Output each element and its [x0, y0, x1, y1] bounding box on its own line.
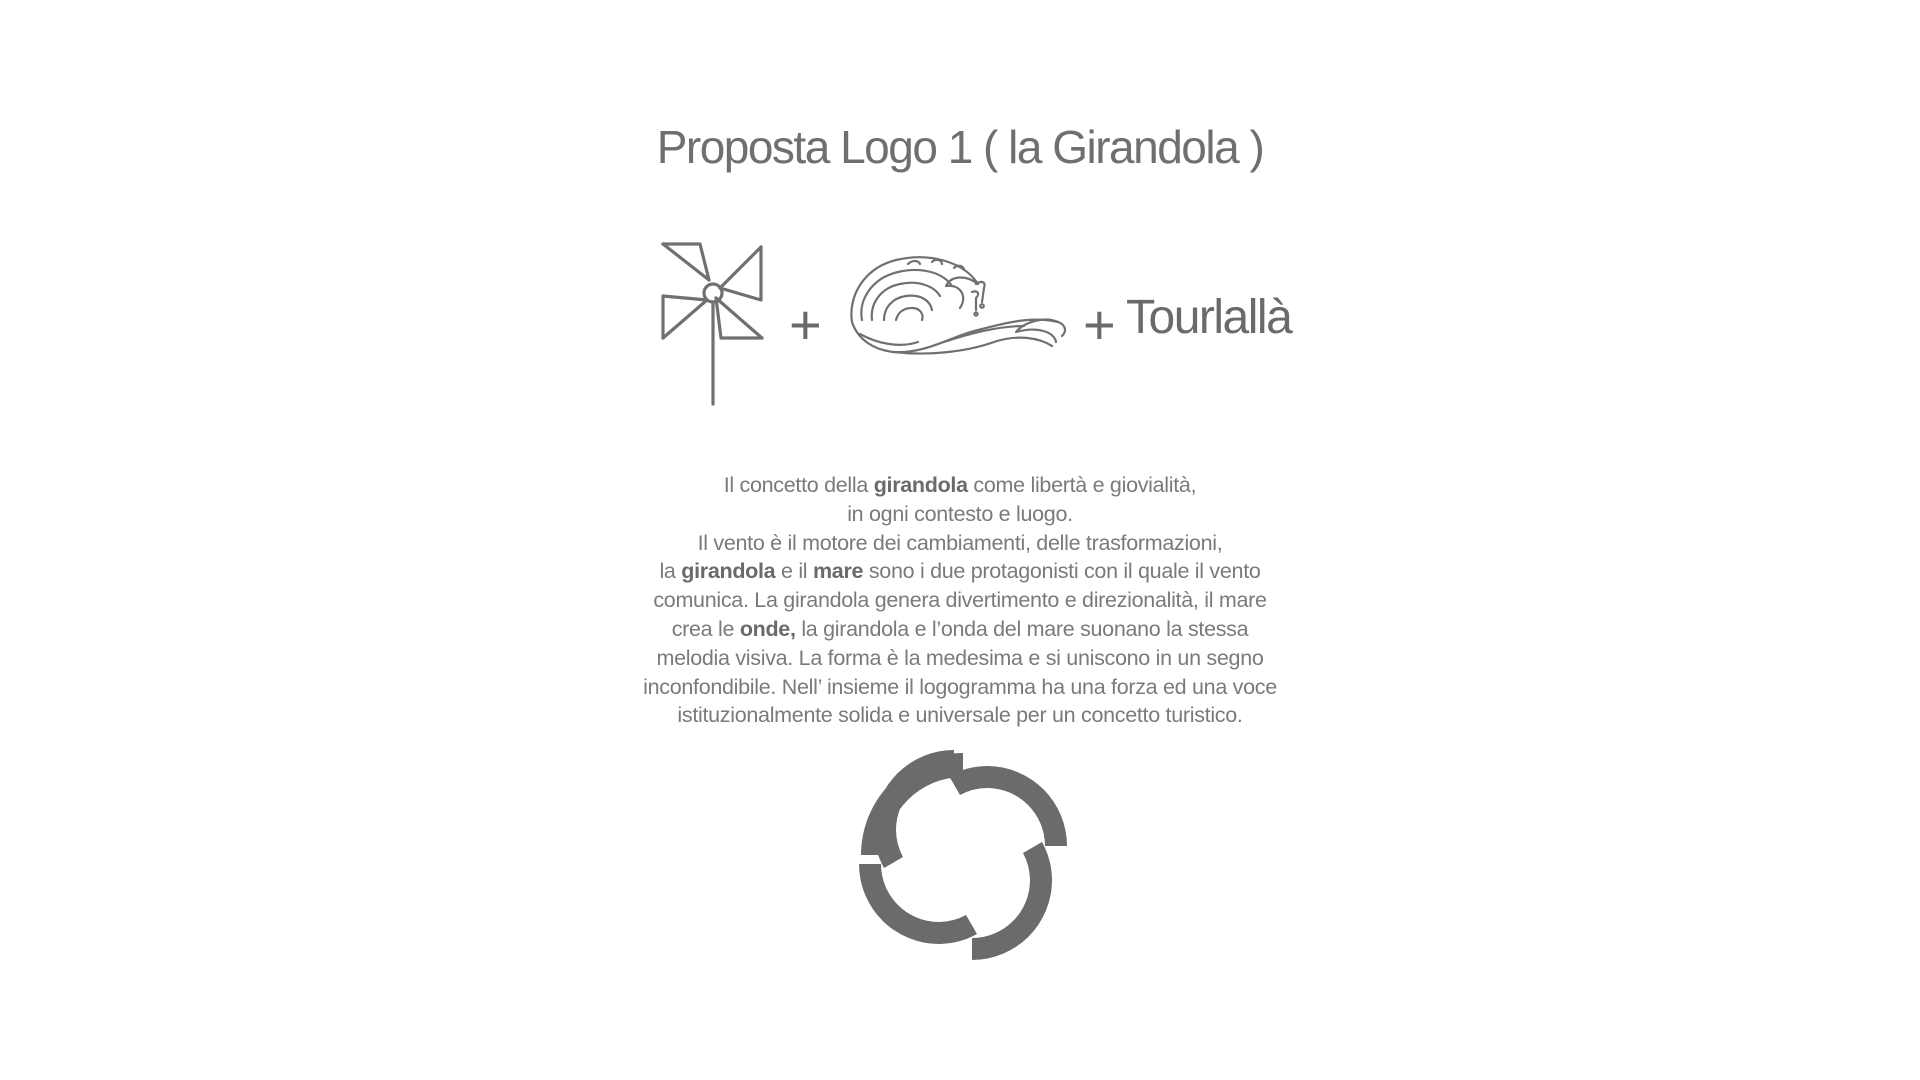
brand-name: Tourlallà: [1126, 291, 1292, 344]
description-line: [698, 531, 1223, 555]
description-line: [656, 646, 1263, 670]
description-emphasis: girandola: [873, 473, 968, 497]
description-line: [643, 675, 1277, 699]
description-text: inconfondibile. Nell’ insieme il logogramma ha una forza ed una voce: [643, 674, 1277, 699]
description-emphasis: onde,: [739, 616, 796, 641]
description-line: [653, 588, 1266, 612]
page-title: Proposta Logo 1 ( la Girandola ): [656, 121, 1264, 173]
description-text: la: [659, 559, 682, 584]
girandola-logo-mark: [858, 750, 1068, 960]
description-text: crea le: [671, 616, 740, 641]
description-text: sono i due protagonisti con il quale il vento: [863, 559, 1261, 584]
plus-sign: +: [1083, 293, 1116, 356]
description-text: in ogni contesto e luogo.: [847, 501, 1073, 526]
logo-concept-formula: [0, 0, 1920, 420]
description-text: istituzionalmente solida e universale per un concetto turistico.: [677, 703, 1243, 728]
description-emphasis: girandola: [681, 559, 776, 584]
description-text: come libertà e giovialità,: [967, 473, 1197, 497]
description-text: Il concetto della: [723, 473, 874, 497]
description-line: [659, 559, 1260, 583]
description-line: [847, 502, 1073, 526]
wave-icon: [848, 256, 1070, 368]
plus-sign: +: [789, 293, 822, 356]
description-text: e il: [775, 559, 813, 584]
description-line: [724, 473, 1197, 497]
description-text: melodia visiva. La forma è la medesima e si uniscono in un segno: [656, 645, 1264, 670]
description-line: [672, 617, 1249, 641]
description-emphasis: mare: [812, 559, 864, 584]
description-text: la girandola e l’onda del mare suonano la stessa: [795, 616, 1249, 641]
pinwheel-icon: [660, 240, 766, 408]
description-text: comunica. La girandola genera divertimento e direzionalità, il mare: [653, 588, 1267, 613]
concept-description: [560, 471, 1360, 730]
description-line: [677, 703, 1242, 727]
description-text: Il vento è il motore dei cambiamenti, delle trasformazioni,: [697, 530, 1223, 555]
